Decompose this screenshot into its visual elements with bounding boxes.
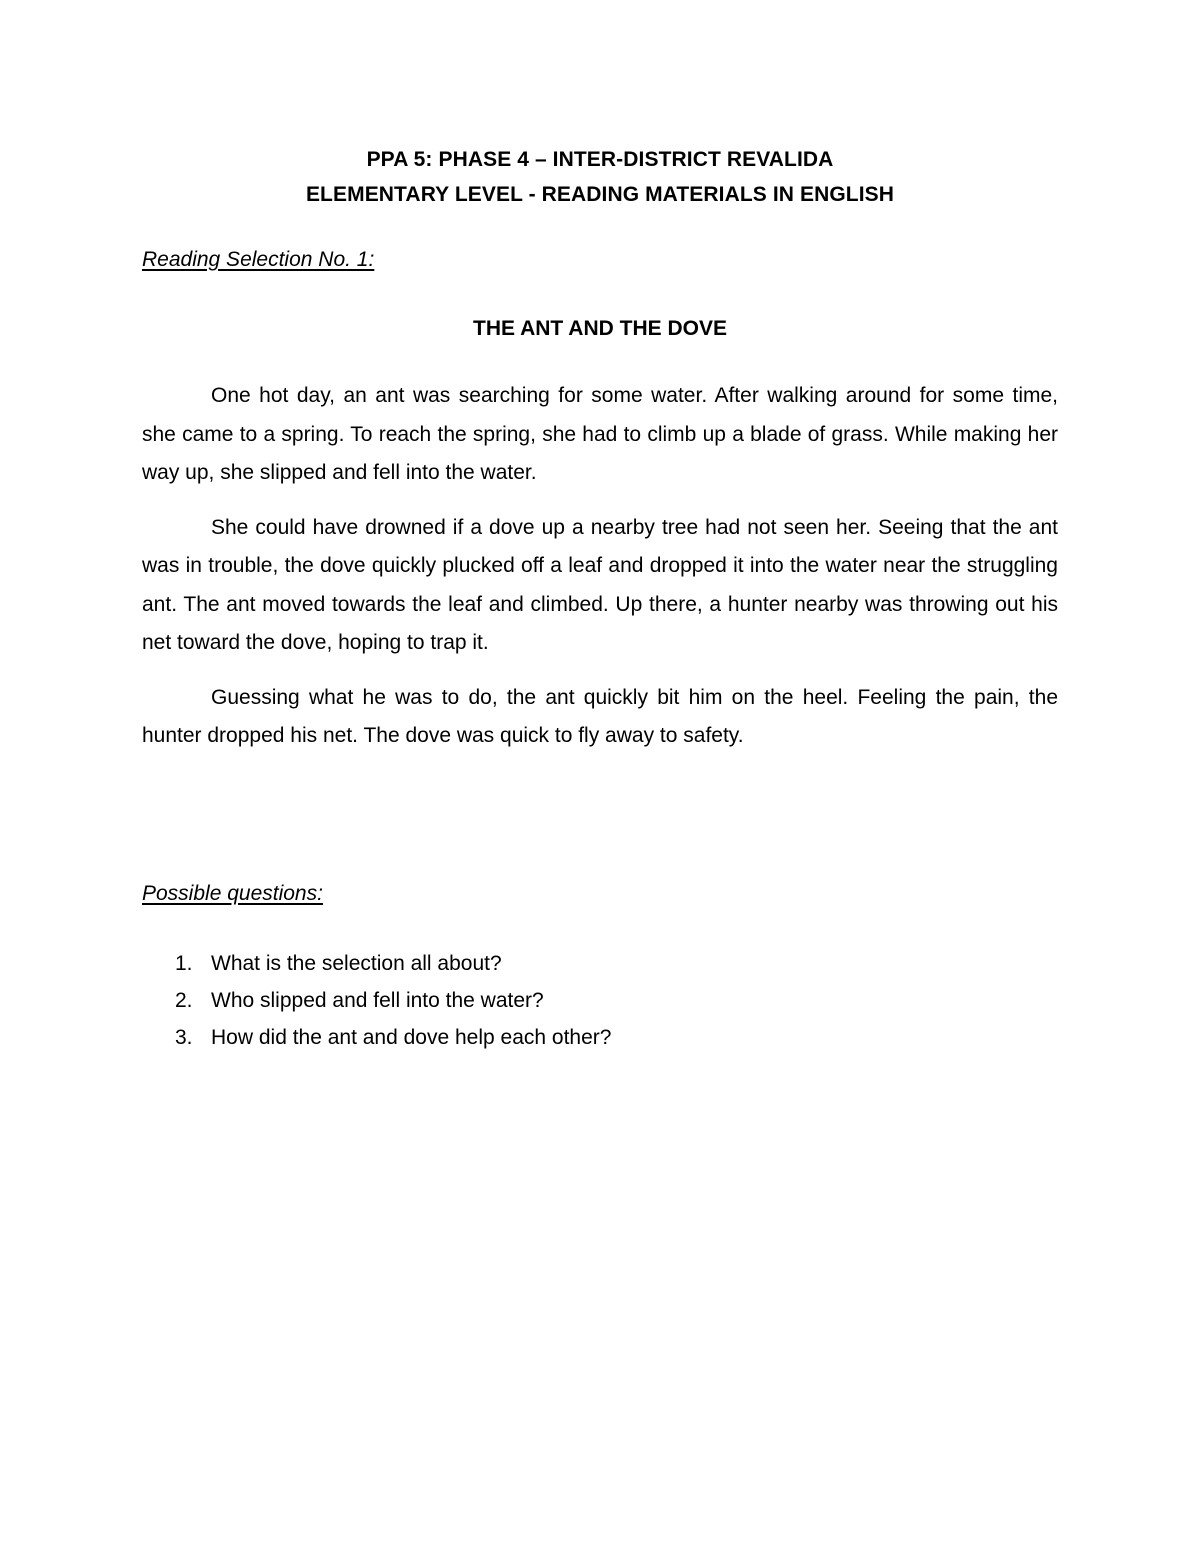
story-body (142, 377, 1058, 772)
list-item (142, 982, 1042, 1019)
question-text: How did the ant and dove help each other? (211, 1026, 612, 1049)
question-number: 3. (175, 1026, 193, 1049)
question-number: 2. (175, 989, 193, 1012)
possible-questions-label: Possible questions: (142, 882, 323, 905)
question-number: 1. (175, 952, 193, 975)
story-title: THE ANT AND THE DOVE (473, 317, 727, 340)
question-text: What is the selection all about? (211, 952, 502, 975)
questions-list (142, 945, 1042, 1056)
document-header-line-2: ELEMENTARY LEVEL - READING MATERIALS IN ENGLISH (305, 183, 895, 206)
list-item (142, 945, 1042, 982)
reading-selection-label: Reading Selection No. 1: (142, 248, 375, 271)
question-text: Who slipped and fell into the water? (211, 989, 544, 1012)
list-item (142, 1019, 1042, 1056)
story-paragraph-1: One hot day, an ant was searching for some water. After walking around for some time, she came to a spring. To reach the spring, she had to climb up a blade of grass. While making her way up, she slipped and fell into the water. (142, 384, 1058, 484)
story-paragraph-2: She could have drowned if a dove up a nearby tree had not seen her. Seeing that the ant was in trouble, the dove quickly plucked off a leaf and dropped it into the water near the struggling ant. The ant moved towards the leaf and climbed. Up there, a hunter nearby was throwing out his net toward the dove, hoping to trap it. (142, 515, 1058, 654)
story-paragraph-3: Guessing what he was to do, the ant quickly bit him on the heel. Feeling the pain, the hunter dropped his net. The dove was quick to fly away to safety. (142, 685, 1058, 747)
document-header-line-1: PPA 5: PHASE 4 – INTER-DISTRICT REVALIDA (366, 148, 834, 171)
